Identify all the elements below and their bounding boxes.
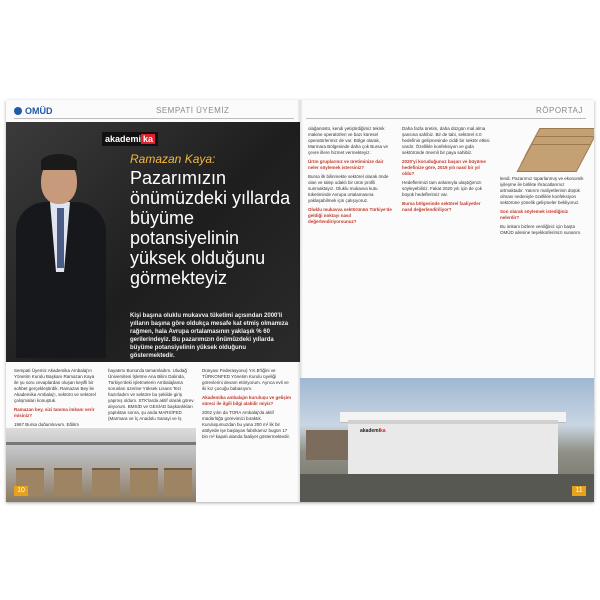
question: Son olarak söylemek istediğiniz nelerdir? — [500, 209, 569, 220]
body-text: Daha fazla üretim, daha düzgün mal alma şansına sahibiz. Bir de tabi, sektörel 4.0 hedefinin gelişmesinde ciddi bir sektör etkisi vardır. Özellikle konfeksiyon ve gıda sektöründe önemli bir paya sahibiz. — [402, 126, 490, 155]
body-text: Hedeflerimizi tam anlamıyla ulaştığımızı söyleyebiliriz. Fakat 2020 yılı için de çok büyük hedeflerimiz var. — [402, 180, 483, 197]
page-number: 11 — [572, 486, 586, 496]
left-page — [6, 100, 300, 502]
factory-aerial-photo — [300, 378, 594, 502]
headline: Pazarımızın önümüzdeki yıllarda büyüme potansiyelinin yüksek olduğunu görmekteyiz — [130, 168, 291, 288]
stack — [54, 468, 82, 496]
body-text: hayatımı Bursa'da tamamladım. Uludağ Üniversitesi İşletme Ana Bilim Dalında, Türkiye'deki işletmelerin Ambalajlama sorunları üzerine Yüksek Lisans Tezi hazırladım ve sektöre bu şekilde giriş yapmış oldum. STK'larda aktif olarak görev alıyorum. BMSİD ve GESİAD başkanlıkları yaptıktan sonra, şu anda MARSİFED (Marmara ve İç Anadolu Sanayi ve İş — [108, 368, 194, 421]
right-column-3 — [500, 176, 588, 372]
right-column-2 — [402, 126, 492, 372]
question: 2020'yi koruduğunuz başarı ve büyüme hedefinize göre, 2019 yılı nasıl bir yıl oldu? — [402, 159, 486, 176]
body-text: Bursa ilk bilinmekte sektörel olarak önde olan ve talep odaklı bir ürün profili sunmaktayız. Oluklu mukavva kutu tüketiminde Avrupa ortalamasına yaklaşabilmek için çalışıyoruz. — [308, 174, 389, 203]
question: Ürün gruplarınız ve üretiminize dair neler söylemek istersiniz? — [308, 159, 384, 170]
header-rule — [306, 118, 586, 119]
question: Akademika ambalajın kuruluşu ve gelişim süreci ile ilgili bilgi alabilir miyiz? — [202, 395, 292, 406]
portrait-hair — [41, 154, 77, 170]
hero-photo — [6, 122, 300, 362]
question: Oluklu mukavva sektörünün Türkiye'de geldiği noktayı nasıl değerlendiriyorsunuz? — [308, 207, 392, 224]
body-text: 1967 Bursa doğumluyum. Eğitim — [14, 422, 80, 426]
body-text: olağanüstü, kendi yetiştirdiğimiz teknik makine operatörleri ve bazı küresel operatörlerimiz de var. Bölge olarak, Marmara Bölgesinde daha çok Bursa ve çevre illere hizmet vermekteyiz. — [308, 126, 389, 155]
road — [300, 474, 594, 502]
body-text: 2002 yılın da TORA Ambalaj'da aktif müdürlüğü görevimizi bıraktık. Kuruluşumuzdan bu yana 200 m² lik bir atölyede işe başlayan fabrikamız bugün 17 bin m² kapalı alanda faaliyet göstermektedir. — [202, 410, 291, 439]
cardboard-sheet — [517, 144, 592, 172]
stack — [92, 468, 120, 496]
lede: Kişi başına oluklu mukavva tüketimi açısından 2000'li yılların başına göre oldukça mesafe kat etmiş olmamıza rağmen, hala Avrupa ortalamasının yaklaşık % 60 gerilerindeyiz. Bu pazarımızın önümüzdeki yıllarda büyüme potansiyelinin yüksek olduğunu göstermektedir. — [130, 313, 289, 359]
section-label: SEMPATİ ÜYEMİZ — [156, 106, 230, 115]
sign-main: akademi — [360, 428, 381, 434]
left-column-3 — [202, 368, 294, 478]
right-column-1 — [308, 126, 394, 372]
warehouse-photo — [6, 428, 196, 502]
stack — [130, 468, 158, 496]
interviewee-name: Ramazan Kaya: — [130, 152, 216, 166]
stack — [164, 468, 192, 496]
portrait-tie — [57, 208, 64, 268]
body-text: Bu imkanı bizlere verdiğiniz için başta OMÜD ailesine teşekkürlerimizi sunarım. — [500, 224, 582, 235]
section-label: RÖPORTAJ — [536, 106, 583, 115]
question: Bursa bölgesinde sektörel faaliyetler nasıl değerlendiriliyor? — [402, 201, 481, 212]
badge-main: akademi — [105, 134, 142, 144]
body-text: lendi. Pazarımız toparlanmış ve ekonomik iyileşme ile birlikte ihracatlarımız artmaktadır. Yatırım maliyetlerinin düşük olması nedeniyle özellikle konfeksiyon sektörüne yönelik gelişmeler bekliyoruz. — [500, 176, 584, 205]
page-number: 10 — [14, 486, 28, 496]
right-page — [300, 100, 594, 502]
omud-logo-icon — [14, 107, 22, 115]
sign-k: ka — [380, 428, 386, 434]
akademika-badge — [102, 132, 158, 146]
left-column-1 — [14, 368, 100, 426]
badge-k: ka — [143, 134, 154, 144]
left-column-2 — [108, 368, 194, 426]
body-text: Dünyası Federasyonu) Y.K.B'liğini ve TÜRKONFED Yönetim Kurulu üyeliği görevlerini devam ettiriyorum. Ayrıca evli ve iki kız çocuğu babasıyım. — [202, 368, 289, 391]
magazine-spread — [6, 100, 594, 502]
brand-name: OMÜD — [25, 106, 53, 116]
question: Ramazan bey, sizi tanıma imkanı verir misiniz? — [14, 407, 95, 418]
neighbor-building — [306, 430, 350, 460]
factory-sign — [360, 428, 386, 434]
cardboard-photo — [514, 124, 592, 172]
warehouse-beam — [6, 442, 196, 445]
header-rule — [14, 118, 294, 119]
body-text: Sempati Üyemiz Akademika Ambalaj'ın Yönetim Kurulu Başkanı Ramazan Kaya ile şu soru cevaplardan oluşan keyifli bir sohbet gerçekleştirdik. Ramazan Bey ile Akademika Ambalaj'ı, sektörü ve sektörel çalışmaları konuştuk. — [14, 368, 96, 403]
portrait — [16, 158, 106, 358]
omud-logo — [14, 106, 53, 116]
